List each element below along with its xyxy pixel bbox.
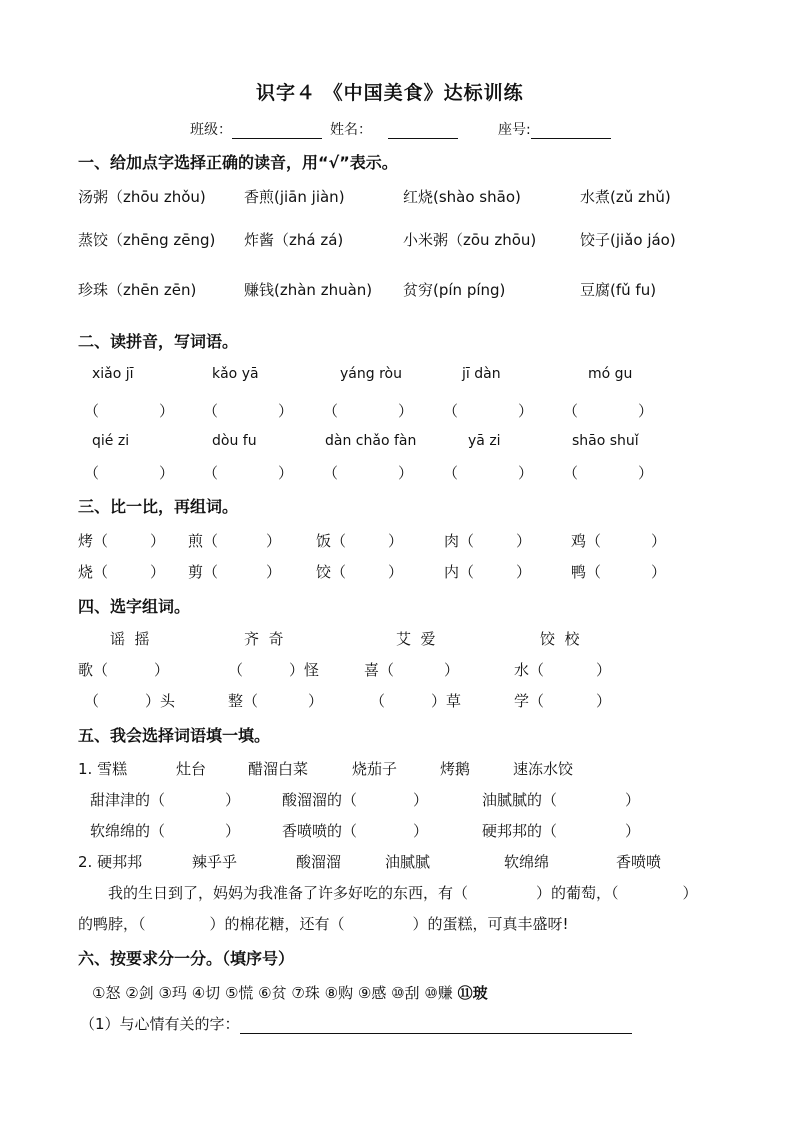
char-group: 饺 校 (540, 630, 580, 648)
s1-item[interactable]: 炸酱（zhá zá) (244, 231, 344, 249)
paren-open: （ (563, 402, 579, 420)
word-option: 2. 硬邦邦 (78, 853, 143, 871)
fill-blank[interactable]: 油腻腻的（ ） (482, 791, 641, 809)
char-group: 艾 爱 (396, 630, 436, 648)
char-item: ⑩赚 (424, 984, 453, 1002)
name-blank[interactable] (388, 124, 458, 139)
answer-blank[interactable] (563, 462, 653, 483)
s1-item[interactable]: 小米粥（zōu zhōu) (403, 231, 537, 249)
section-3-heading: 三、比一比，再组词。 (78, 497, 239, 516)
compare-char: 剪 (188, 563, 204, 581)
paren-close: ） (638, 402, 654, 420)
paren-close: ） (159, 464, 175, 482)
word-option: 灶台 (176, 760, 207, 778)
fill-blank[interactable]: 香喷喷的（ ） (282, 822, 429, 840)
word-option: 软绵绵 (504, 853, 550, 871)
seat-field (498, 119, 611, 139)
s1-item[interactable]: 水煮(zǔ zhǔ) (580, 188, 671, 206)
paren-open: （ (443, 464, 459, 482)
compare-item[interactable]: 肉（ ） (444, 532, 532, 550)
fill-blank[interactable]: 甜津津的（ ） (90, 791, 241, 809)
paren-open: （ (203, 402, 219, 420)
select-word-blank[interactable]: （ ）头 (84, 692, 176, 710)
pinyin-label: shāo shuǐ (572, 433, 639, 449)
compare-char: 饺 (316, 563, 332, 581)
char-item: ①怒 (92, 984, 121, 1002)
s1-item[interactable]: 蒸饺（zhēng zēng) (78, 231, 216, 249)
char-item: ⑨感 (357, 984, 387, 1002)
paren-close: ） (638, 464, 654, 482)
compare-item[interactable]: 烧（ ） (78, 563, 166, 581)
s1-item[interactable]: 贫穷(pín píng) (403, 281, 506, 299)
compare-char: 煎 (188, 532, 204, 550)
paren-close: ） (518, 402, 534, 420)
char-item: ⑦珠 (291, 984, 320, 1002)
word-option: 1. 雪糕 (78, 760, 128, 778)
paren-open: （ (563, 464, 579, 482)
paren-open: （ (443, 402, 459, 420)
pinyin-label: dàn chǎo fàn (325, 433, 417, 449)
paren-close: ） (278, 402, 294, 420)
select-word-blank[interactable]: 喜（ ） (364, 661, 460, 679)
answer-blank[interactable] (203, 462, 293, 483)
pinyin-label: xiǎo jī (92, 366, 134, 382)
pinyin-label: dòu fu (212, 433, 257, 449)
compare-char: 鸡 (571, 532, 587, 550)
compare-item[interactable]: 饭（ ） (316, 532, 404, 550)
pinyin-label: jī dàn (462, 366, 501, 382)
s1-item[interactable]: 饺子(jiǎo jáo) (580, 231, 676, 249)
answer-blank[interactable] (84, 462, 174, 483)
class-blank[interactable] (232, 124, 322, 139)
compare-item[interactable]: 剪（ ） (188, 563, 282, 581)
paren-close: ） (398, 464, 414, 482)
section-2-heading: 二、读拼音，写词语。 (78, 332, 239, 351)
compare-item[interactable]: 饺（ ） (316, 563, 404, 581)
class-label: 班级： (190, 122, 232, 138)
select-word-blank[interactable]: 学（ ） (514, 692, 612, 710)
name-field (330, 119, 458, 139)
paren-open: （ (323, 464, 339, 482)
compare-item[interactable]: 烤（ ） (78, 532, 166, 550)
answer-blank[interactable] (443, 400, 533, 421)
compare-char: 烤 (78, 532, 94, 550)
question-1 (80, 1013, 632, 1034)
question-1-blank[interactable] (240, 1019, 632, 1034)
compare-item[interactable]: 内（ ） (444, 563, 532, 581)
compare-char: 内 (444, 563, 460, 581)
compare-char: 鸭 (571, 563, 587, 581)
section-1-heading: 一、给加点字选择正确的读音，用“√”表示。 (78, 153, 398, 172)
char-item: ②剑 (125, 984, 154, 1002)
word-option: 酸溜溜 (296, 853, 342, 871)
answer-blank[interactable] (323, 400, 413, 421)
char-group: 齐 奇 (244, 630, 284, 648)
word-option: 醋溜白菜 (248, 760, 309, 778)
s1-item[interactable]: 红烧(shào shāo) (403, 188, 521, 206)
select-word-blank[interactable]: （ ）草 (370, 692, 462, 710)
char-item: ⑧购 (324, 984, 354, 1002)
pinyin-label: yā zi (468, 433, 501, 449)
compare-char: 烧 (78, 563, 94, 581)
compare-char: 肉 (444, 532, 460, 550)
word-option: 辣乎乎 (192, 853, 238, 871)
pinyin-label: kǎo yā (212, 366, 259, 382)
question-1-label: （1）与心情有关的字： (80, 1015, 240, 1033)
char-item: ⑤慌 (224, 984, 254, 1002)
fill-blank[interactable]: 硬邦邦的（ ） (482, 822, 641, 840)
paren-open: （ (84, 402, 100, 420)
compare-item[interactable]: 鸭（ ） (571, 563, 667, 581)
word-option: 香喷喷 (616, 853, 662, 871)
select-word-blank[interactable]: 整（ ） (228, 692, 324, 710)
compare-char: 饭 (316, 532, 332, 550)
s1-item[interactable]: 汤粥（zhōu zhǒu) (78, 188, 206, 206)
char-item: ⑪玻 (457, 984, 488, 1002)
s1-item[interactable]: 香煎(jiān jiàn) (244, 188, 345, 206)
name-label: 姓名： (330, 122, 372, 138)
paren-close: ） (398, 402, 414, 420)
section-5-heading: 五、我会选择词语填一填。 (78, 726, 271, 745)
answer-blank[interactable] (84, 400, 174, 421)
s1-item[interactable]: 珍珠（zhēn zēn) (78, 281, 197, 299)
answer-blank[interactable] (323, 462, 413, 483)
compare-item[interactable]: 煎（ ） (188, 532, 282, 550)
answer-blank[interactable] (563, 400, 653, 421)
char-item: ④切 (191, 984, 221, 1002)
answer-blank[interactable] (203, 400, 293, 421)
word-option: 油腻腻 (385, 853, 431, 871)
word-option: 烤鹅 (440, 760, 471, 778)
char-group: 谣 摇 (110, 630, 150, 648)
s1-item[interactable]: 豆腐(fǔ fu) (580, 281, 657, 299)
compare-item[interactable]: 鸡（ ） (571, 532, 667, 550)
paren-open: （ (323, 402, 339, 420)
word-option: 烧茄子 (352, 760, 398, 778)
answer-blank[interactable] (443, 462, 533, 483)
numbered-chars (92, 982, 488, 1003)
select-word-blank[interactable]: 歌（ ） (78, 661, 170, 679)
fill-blank[interactable]: 软绵绵的（ ） (90, 822, 241, 840)
char-item: ⑩刮 (391, 984, 420, 1002)
paragraph-line-2[interactable]: 的鸭脖，（ ）的棉花糖，还有（ ）的蛋糕，可真丰盛呀! (78, 915, 569, 933)
pinyin-label: qié zi (92, 433, 130, 449)
pinyin-label: yáng ròu (340, 366, 402, 382)
paren-close: ） (518, 464, 534, 482)
fill-blank[interactable]: 酸溜溜的（ ） (282, 791, 429, 809)
section-6-heading: 六、按要求分一分。（填序号） (78, 949, 295, 968)
char-item: ⑥贫 (258, 984, 287, 1002)
paragraph-line-1[interactable]: 我的生日到了，妈妈为我准备了许多好吃的东西，有（ ）的葡萄，（ ） (108, 884, 698, 902)
pinyin-label: mó gu (588, 366, 633, 382)
class-field (190, 119, 322, 139)
select-word-blank[interactable]: （ ）怪 (228, 661, 320, 679)
paren-open: （ (84, 464, 100, 482)
page-title: 识字４ 《中国美食》达标训练 (256, 82, 524, 104)
section-4-heading: 四、选字组词。 (78, 597, 191, 616)
paren-close: ） (159, 402, 175, 420)
select-word-blank[interactable]: 水（ ） (514, 661, 612, 679)
seat-label: 座号: (498, 122, 531, 138)
word-option: 速冻水饺 (513, 760, 574, 778)
paren-close: ） (278, 464, 294, 482)
paren-open: （ (203, 464, 219, 482)
s1-item[interactable]: 赚钱(zhàn zhuàn) (244, 281, 373, 299)
char-item: ③玛 (158, 984, 187, 1002)
seat-blank[interactable] (531, 124, 611, 139)
